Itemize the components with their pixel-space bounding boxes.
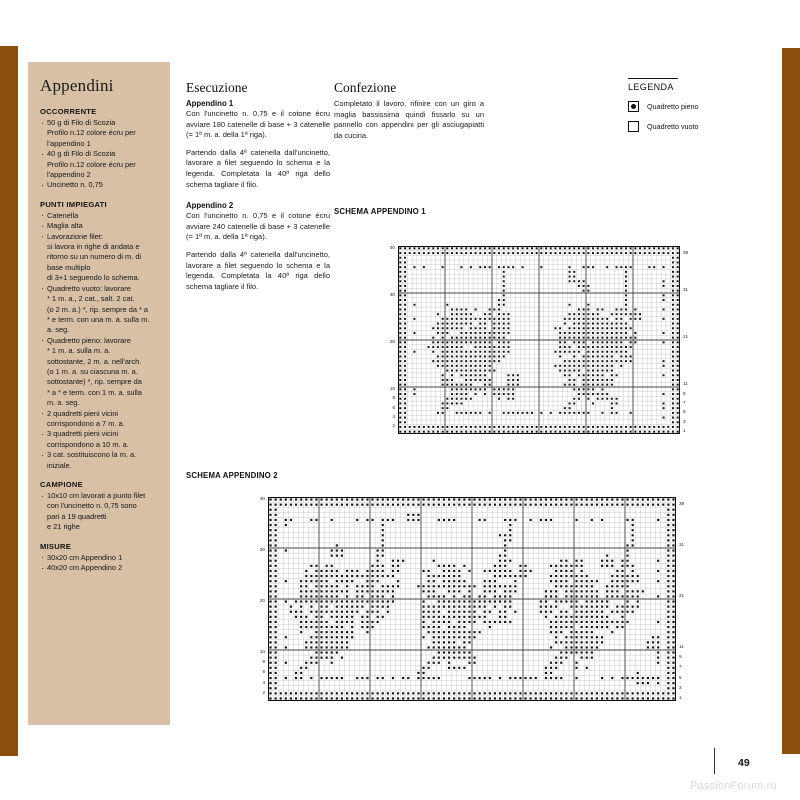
axis-tick-label: 5	[683, 409, 686, 415]
list-item: l'appendino 1	[47, 138, 91, 148]
list-item: * e term. con una m. a. sulla m.	[47, 314, 150, 324]
page-number: 49	[738, 757, 750, 769]
chart-axis-left	[384, 246, 395, 434]
legend-entries	[628, 101, 768, 132]
materials-sidebar	[28, 62, 170, 725]
axis-tick-label: 7	[679, 664, 682, 670]
chart-axis-right	[679, 497, 690, 701]
list-item: pari a 19 quadretti	[47, 511, 107, 521]
empty-square-icon	[628, 121, 639, 132]
sidebar-sections	[40, 107, 158, 573]
list-item: · Catenella	[40, 211, 158, 221]
list-item: (o 2 m. a.) *, rip. sempre da * a	[47, 304, 149, 314]
list-item: sottostante) *, rip. sempre da	[47, 377, 142, 387]
list-item: * 1 m. a. sulla m. a.	[47, 346, 111, 356]
axis-tick-label: 3	[683, 418, 686, 424]
footer-divider	[714, 748, 715, 774]
list-item: · 40 g di Filo di Scozia	[40, 149, 158, 159]
decorative-edge-bar-left	[0, 46, 18, 756]
sidebar-section-heading: CAMPIONE	[40, 480, 83, 489]
axis-tick-label: 31	[683, 287, 689, 293]
chart-axis-right	[683, 246, 694, 434]
sidebar-section-list	[40, 118, 158, 191]
execution-paragraph: Partendo dalla 4ª catenella dall'uncinetto, lavorare a filet seguendo lo schema e la legenda. Completata la 40ª riga dello schema tagliare il filo.	[186, 147, 330, 189]
axis-tick-label: 21	[683, 334, 689, 340]
packaging-column	[334, 80, 484, 148]
sidebar-section-heading: OCCORRENTE	[40, 107, 97, 116]
axis-tick-label: 2	[262, 689, 265, 695]
packaging-paragraphs	[334, 99, 484, 141]
sidebar-section-heading: PUNTI IMPIEGATI	[40, 199, 107, 209]
schema-label-appendino-1: SCHEMA APPENDINO 1	[334, 207, 426, 216]
page-title: Appendini	[40, 76, 114, 95]
list-item: base multiplo	[47, 262, 91, 272]
axis-tick-label: 39	[679, 501, 685, 507]
list-item: di 3+1 seguendo lo schema.	[47, 273, 140, 283]
execution-paragraph: Partendo dalla 4ª catenella dall'uncinetto, lavorare a filet seguendo lo schema e la legenda. Completata la 40ª riga dello schema tagliare il filo.	[186, 249, 330, 291]
filled-square-icon	[628, 101, 639, 112]
axis-tick-label: 31	[679, 541, 685, 547]
decorative-edge-bar-right	[782, 48, 800, 754]
list-item: m. a. seg.	[47, 398, 80, 408]
packaging-title: Confezione	[334, 80, 397, 95]
axis-tick-label: 4	[262, 679, 265, 685]
legend-dot-icon	[631, 104, 636, 109]
execution-paragraph: Con l'uncinetto n. 0,75 e il cotone écru avviare 180 catenelle di base + 3 catenelle (= 1ª m. a. della 1ª riga).	[186, 109, 330, 140]
list-item: Profilo n.12 colore écru per	[47, 128, 136, 138]
legend-box	[628, 78, 768, 141]
list-item: (o 1 m. a. su ciascuna m. a.	[47, 366, 138, 376]
chart-inner	[384, 246, 694, 434]
list-item: · Maglia alta	[40, 221, 158, 231]
legend-row	[628, 101, 768, 112]
list-item: · 10x10 cm lavorati a punto filet	[40, 491, 158, 501]
list-item: · Lavorazione filet:	[40, 232, 158, 242]
legend-row	[628, 121, 768, 132]
sidebar-section-list	[40, 211, 158, 471]
sidebar-section-list	[40, 553, 158, 574]
legend-label: Quadretto vuoto	[647, 122, 699, 131]
list-item: corrispondono a 10 m. a.	[47, 439, 129, 449]
axis-tick-label: 20	[259, 598, 265, 604]
chart-axis-left	[254, 497, 265, 701]
legend-label: Quadretto pieno	[647, 102, 699, 111]
execution-paragraph: Con l'uncinetto n. 0,75 e il cotone écru avviare 240 catenelle di base + 3 catenelle (= 1ª m. a. della 1ª riga).	[186, 211, 330, 242]
axis-tick-label: 2	[392, 423, 395, 429]
list-item: · 50 g di Filo di Scozia	[40, 118, 158, 128]
list-item: * 1 m. a., 2 cat., salt. 2 cat.	[47, 294, 135, 304]
execution-column	[186, 80, 330, 299]
list-item: Profilo n.12 colore écru per	[47, 159, 136, 169]
list-item: sottostante, 2 m. a. nell'arch.	[47, 356, 142, 366]
axis-tick-label: 9	[683, 390, 686, 396]
list-item: · 40x20 cm Appendino 2	[40, 563, 158, 573]
axis-tick-label: 11	[679, 643, 684, 649]
axis-tick-label: 20	[389, 338, 395, 344]
list-item: · Quadretto pieno: lavorare	[40, 336, 158, 346]
list-item: · 3 quadretti pieni vicini	[40, 429, 158, 439]
axis-tick-label: 1	[683, 428, 686, 434]
axis-tick-label: 30	[259, 547, 265, 553]
axis-tick-label: 10	[259, 649, 265, 655]
axis-tick-label: 21	[679, 592, 685, 598]
execution-subtitle: Appendino 1	[186, 99, 234, 108]
list-item: ritorno su un numero di m. di	[47, 252, 142, 262]
sidebar-section-heading: MISURE	[40, 541, 72, 551]
axis-tick-label: 1	[679, 694, 682, 700]
list-item: corrispondono a 7 m. a.	[47, 418, 125, 428]
axis-tick-label: 3	[679, 684, 682, 690]
execution-title: Esecuzione	[186, 80, 248, 95]
list-item: · Quadretto vuoto: lavorare	[40, 284, 158, 294]
sidebar-section-list	[40, 491, 158, 533]
legend-title: LEGENDA	[628, 82, 674, 92]
schema-label-appendino-2: SCHEMA APPENDINO 2	[186, 471, 278, 480]
execution-subtitle: Appendino 2	[186, 201, 234, 211]
axis-tick-label: 9	[679, 654, 682, 660]
axis-tick-label: 8	[392, 395, 395, 401]
axis-tick-label: 4	[392, 414, 395, 420]
axis-tick-label: 30	[389, 291, 395, 297]
list-item: · 2 quadretti pieni vicini	[40, 409, 158, 419]
list-item: iniziale.	[47, 460, 72, 470]
axis-tick-label: 40	[389, 244, 395, 250]
list-item: l'appendino 2	[47, 170, 91, 180]
packaging-paragraph: Completato il lavoro, rifinire con un giro a maglia bassissima quindi fissarlo su un pannello con appendini per gli asciugapiatti da cucina.	[334, 99, 484, 140]
list-item: si lavora in righe di andata e	[47, 242, 140, 252]
axis-tick-label: 6	[262, 669, 265, 675]
list-item: * a * e term. con 1 m. a. sulla	[47, 387, 142, 397]
list-item: · 30x20 cm Appendino 1	[40, 553, 158, 563]
list-item: · Uncinetto n. 0,75	[40, 180, 158, 190]
axis-tick-label: 7	[683, 399, 686, 405]
axis-tick-label: 10	[389, 385, 395, 391]
chart-inner	[254, 497, 690, 701]
watermark: PassionForum.ru	[690, 780, 777, 792]
axis-tick-label: 5	[679, 674, 682, 680]
filet-chart-appendino-1	[384, 246, 694, 434]
filet-chart-appendino-2	[254, 497, 690, 701]
axis-tick-label: 40	[259, 496, 265, 502]
axis-tick-label: 11	[683, 381, 688, 387]
list-item: con l'uncinetto n. 0,75 sono	[47, 501, 137, 511]
legend-divider	[628, 78, 678, 79]
axis-tick-label: 8	[262, 659, 265, 665]
list-item: a. seg.	[47, 325, 70, 335]
filet-grid-canvas	[268, 497, 676, 701]
list-item: · 3 cat. sostituiscono la m. a.	[40, 450, 158, 460]
axis-tick-label: 6	[392, 404, 395, 410]
list-item: e 21 righe	[47, 522, 80, 532]
execution-blocks	[186, 99, 330, 292]
axis-tick-label: 39	[683, 249, 689, 255]
filet-grid-canvas	[398, 246, 680, 434]
